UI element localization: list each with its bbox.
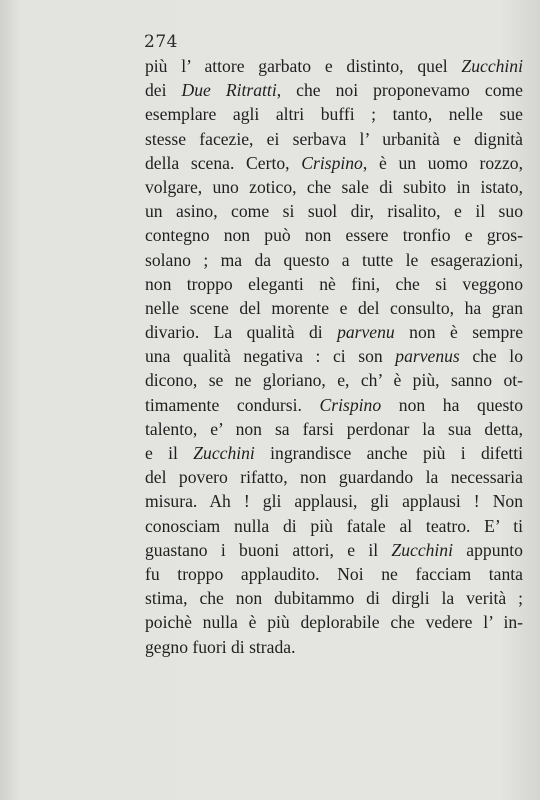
text-line <box>145 344 523 368</box>
text-run: appunto <box>453 539 523 560</box>
text-line <box>145 514 523 538</box>
page-number: 274 <box>144 32 178 52</box>
text-run: divario. La qualità di <box>145 322 338 343</box>
text-line <box>145 610 523 634</box>
text-run: dicono, se ne gloriano, e, ch’ è più, sanno ot- <box>145 370 523 391</box>
text-run: misura. Ah ! gli applausi, gli applausi ! Non <box>145 491 523 512</box>
text-run: nelle scene del morente e del consulto, ha gran <box>145 297 523 318</box>
text-run: dei <box>145 80 182 101</box>
text-line <box>145 175 523 199</box>
text-run: che lo <box>459 346 523 367</box>
text-run: poichè nulla è più deplorabile che vedere l’ in- <box>145 612 523 633</box>
text-run: un asino, come si suol dir, risalito, e il suo <box>145 201 523 222</box>
text-run: non ha questo <box>381 394 523 415</box>
italic-text: Crispino <box>319 394 382 415</box>
text-line <box>145 320 523 344</box>
text-run: gegno fuori di strada. <box>145 636 296 657</box>
italic-text: Zucchini <box>391 539 453 560</box>
text-run: contegno non può non essere tronfio e gros- <box>145 225 523 246</box>
text-line <box>145 562 523 586</box>
text-run: stesse facezie, ei serbava l’ urbanità e dignità <box>145 128 523 149</box>
text-line <box>145 151 523 175</box>
text-run: non troppo eleganti nè fini, che si veggono <box>145 273 523 294</box>
text-line <box>145 199 523 223</box>
text-run: della scena. Certo, <box>145 152 302 173</box>
body-text <box>145 54 523 659</box>
italic-text: parvenus <box>395 346 460 367</box>
text-run: conosciam nulla di più fatale al teatro. E’ ti <box>145 515 523 536</box>
text-line <box>145 489 523 513</box>
italic-text: parvenu <box>337 322 395 343</box>
text-line <box>145 272 523 296</box>
text-line <box>145 248 523 272</box>
italic-text: Crispino <box>301 152 363 173</box>
text-line <box>145 586 523 610</box>
text-run: volgare, uno zotico, che sale di subito in istato, <box>145 176 523 197</box>
text-line <box>145 296 523 320</box>
text-run: talento, e’ non sa farsi perdonar la sua detta, <box>145 418 523 439</box>
text-run: , è un uomo rozzo, <box>362 152 523 173</box>
text-line <box>145 54 523 78</box>
text-run: esemplare agli altri buffi ; tanto, nelle sue <box>145 104 523 125</box>
text-run: ingrandisce anche più i difetti <box>254 443 523 463</box>
text-line <box>145 78 523 102</box>
text-line <box>145 127 523 151</box>
text-line <box>145 417 523 441</box>
text-run: e il <box>145 443 194 463</box>
text-line <box>145 635 523 659</box>
italic-text: Zucchini <box>461 56 523 76</box>
text-run: una qualità negativa : ci son <box>145 346 396 367</box>
text-run: solano ; ma da questo a tutte le esagerazioni, <box>145 249 523 270</box>
text-line <box>145 368 523 392</box>
text-line <box>145 465 523 489</box>
text-run: più l’ attore garbato e distinto, quel <box>145 56 462 76</box>
text-run: fu troppo applaudito. Noi ne facciam tanta <box>145 563 523 584</box>
text-run: , che noi proponevamo come <box>276 80 523 101</box>
text-run: stima, che non dubitammo di dirgli la verità ; <box>145 588 523 609</box>
italic-text: Zucchini <box>193 443 255 463</box>
text-run: del povero rifatto, non guardando la necessaria <box>145 467 523 488</box>
text-run: guastano i buoni attori, e il <box>145 539 392 560</box>
text-line <box>145 538 523 562</box>
text-line <box>145 102 523 126</box>
text-line <box>145 393 523 417</box>
text-run: non è sempre <box>394 322 523 343</box>
text-line <box>145 223 523 247</box>
text-run: timamente condursi. <box>145 394 320 415</box>
italic-text: Due Ritratti <box>181 80 277 101</box>
text-line <box>145 441 523 465</box>
